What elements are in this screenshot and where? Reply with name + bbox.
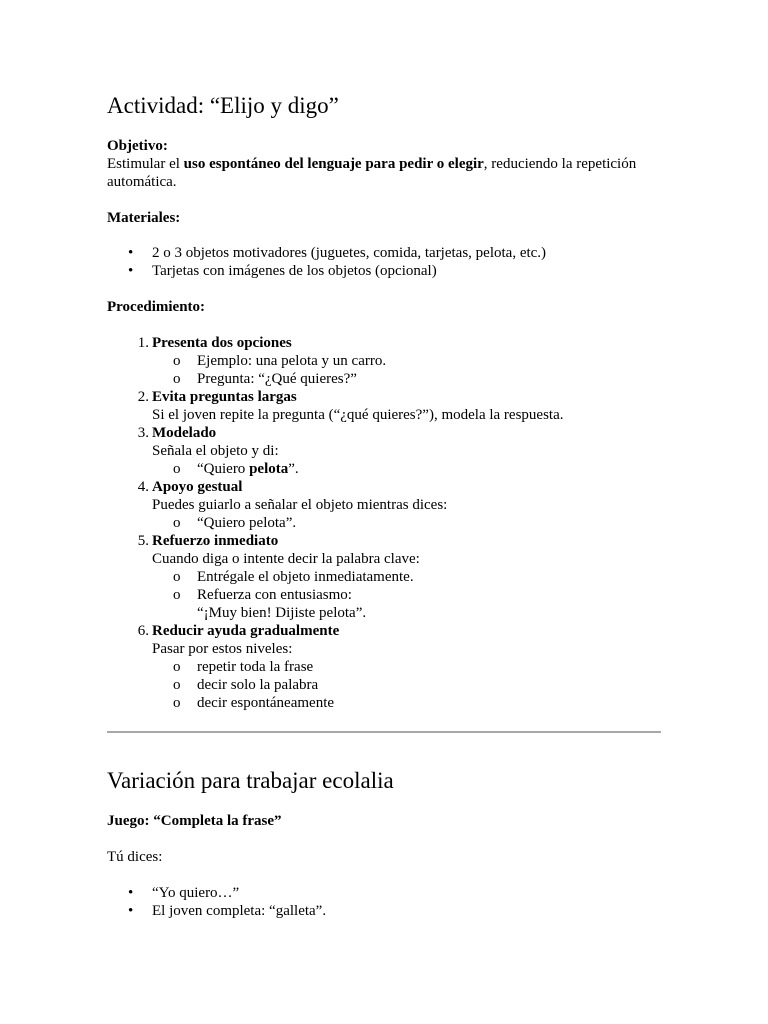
variation-list-wrap <box>107 884 668 920</box>
step-text: Si el joven repite la pregunta (“¿qué quieres?”), modela la respuesta. <box>152 407 564 423</box>
step-sub-list <box>152 514 668 532</box>
step-number: 5. <box>137 533 149 549</box>
materials-list <box>107 244 668 280</box>
sub-item-start: “Quiero <box>197 461 250 477</box>
sub-item: o repetir toda la frase <box>152 658 668 676</box>
step-1 <box>107 334 668 388</box>
variation-title: Variación para trabajar ecolalia <box>107 768 394 793</box>
step-text: Señala el objeto y di: <box>152 443 279 459</box>
sub-item: o decir espontáneamente <box>152 694 668 712</box>
step-sub-list <box>152 658 668 712</box>
list-item: • “Yo quiero…” <box>107 884 668 902</box>
step-sub-list <box>152 568 668 604</box>
list-item: • 2 o 3 objetos motivadores (juguetes, comida, tarjetas, pelota, etc.) <box>107 244 668 262</box>
materials-list-wrap <box>107 244 668 280</box>
sub-item: o Pregunta: “¿Qué quieres?” <box>152 370 668 388</box>
objective-text-bold: uso espontáneo del lenguaje para pedir o elegir <box>183 156 484 172</box>
sub-item-continuation: “¡Muy bien! Dijiste pelota”. <box>197 605 367 621</box>
step-number: 1. <box>137 335 149 351</box>
section-divider <box>107 731 661 733</box>
step-4 <box>107 478 668 532</box>
step-title: Presenta dos opciones <box>152 335 292 351</box>
step-6 <box>107 622 668 712</box>
step-number: 4. <box>137 479 149 495</box>
sub-item: o Ejemplo: una pelota y un carro. <box>152 352 668 370</box>
step-title: Refuerzo inmediato <box>152 533 279 549</box>
you-say-text: Tú dices: <box>107 849 163 865</box>
step-3 <box>107 424 668 478</box>
step-sub-list <box>152 460 668 478</box>
sub-item: o “Quiero pelota”. <box>152 514 668 532</box>
step-title: Reducir ayuda gradualmente <box>152 623 340 639</box>
step-number: 3. <box>137 425 149 441</box>
step-title: Modelado <box>152 425 217 441</box>
sub-item: o decir solo la palabra <box>152 676 668 694</box>
sub-item-end: ”. <box>288 461 299 477</box>
step-title: Apoyo gestual <box>152 479 243 495</box>
activity-title: Actividad: “Elijo y digo” <box>107 93 339 118</box>
step-number: 2. <box>137 389 149 405</box>
step-text: Cuando diga o intente decir la palabra clave: <box>152 551 420 567</box>
step-text: Puedes guiarlo a señalar el objeto mientras dices: <box>152 497 448 513</box>
procedure-steps <box>107 334 668 712</box>
variation-list <box>107 884 668 920</box>
sub-item: o Refuerza con entusiasmo: <box>152 586 668 604</box>
procedure-steps-wrap <box>107 334 668 712</box>
sub-item-bold: pelota <box>249 461 289 477</box>
game-label: Juego: “Completa la frase” <box>107 813 282 829</box>
list-item: • El joven completa: “galleta”. <box>107 902 668 920</box>
materials-label: Materiales: <box>107 210 181 226</box>
you-say-section <box>107 848 668 866</box>
objective-label: Objetivo: <box>107 138 168 154</box>
sub-item <box>152 460 668 478</box>
step-text: Pasar por estos niveles: <box>152 641 293 657</box>
procedure-section <box>107 298 668 316</box>
step-5 <box>107 532 668 622</box>
materials-section <box>107 209 668 227</box>
objective-section <box>107 137 668 191</box>
step-number: 6. <box>137 623 149 639</box>
step-title: Evita preguntas largas <box>152 389 297 405</box>
procedure-label: Procedimiento: <box>107 299 206 315</box>
objective-text-start: Estimular el <box>107 156 184 172</box>
objective-text-end: , reduciendo la repetición automática. <box>107 156 637 190</box>
objective-text <box>107 155 668 191</box>
list-item: • Tarjetas con imágenes de los objetos (opcional) <box>107 262 668 280</box>
game-section <box>107 812 668 830</box>
step-2 <box>107 388 668 424</box>
sub-item: o Entrégale el objeto inmediatamente. <box>152 568 668 586</box>
step-sub-list <box>152 352 668 388</box>
